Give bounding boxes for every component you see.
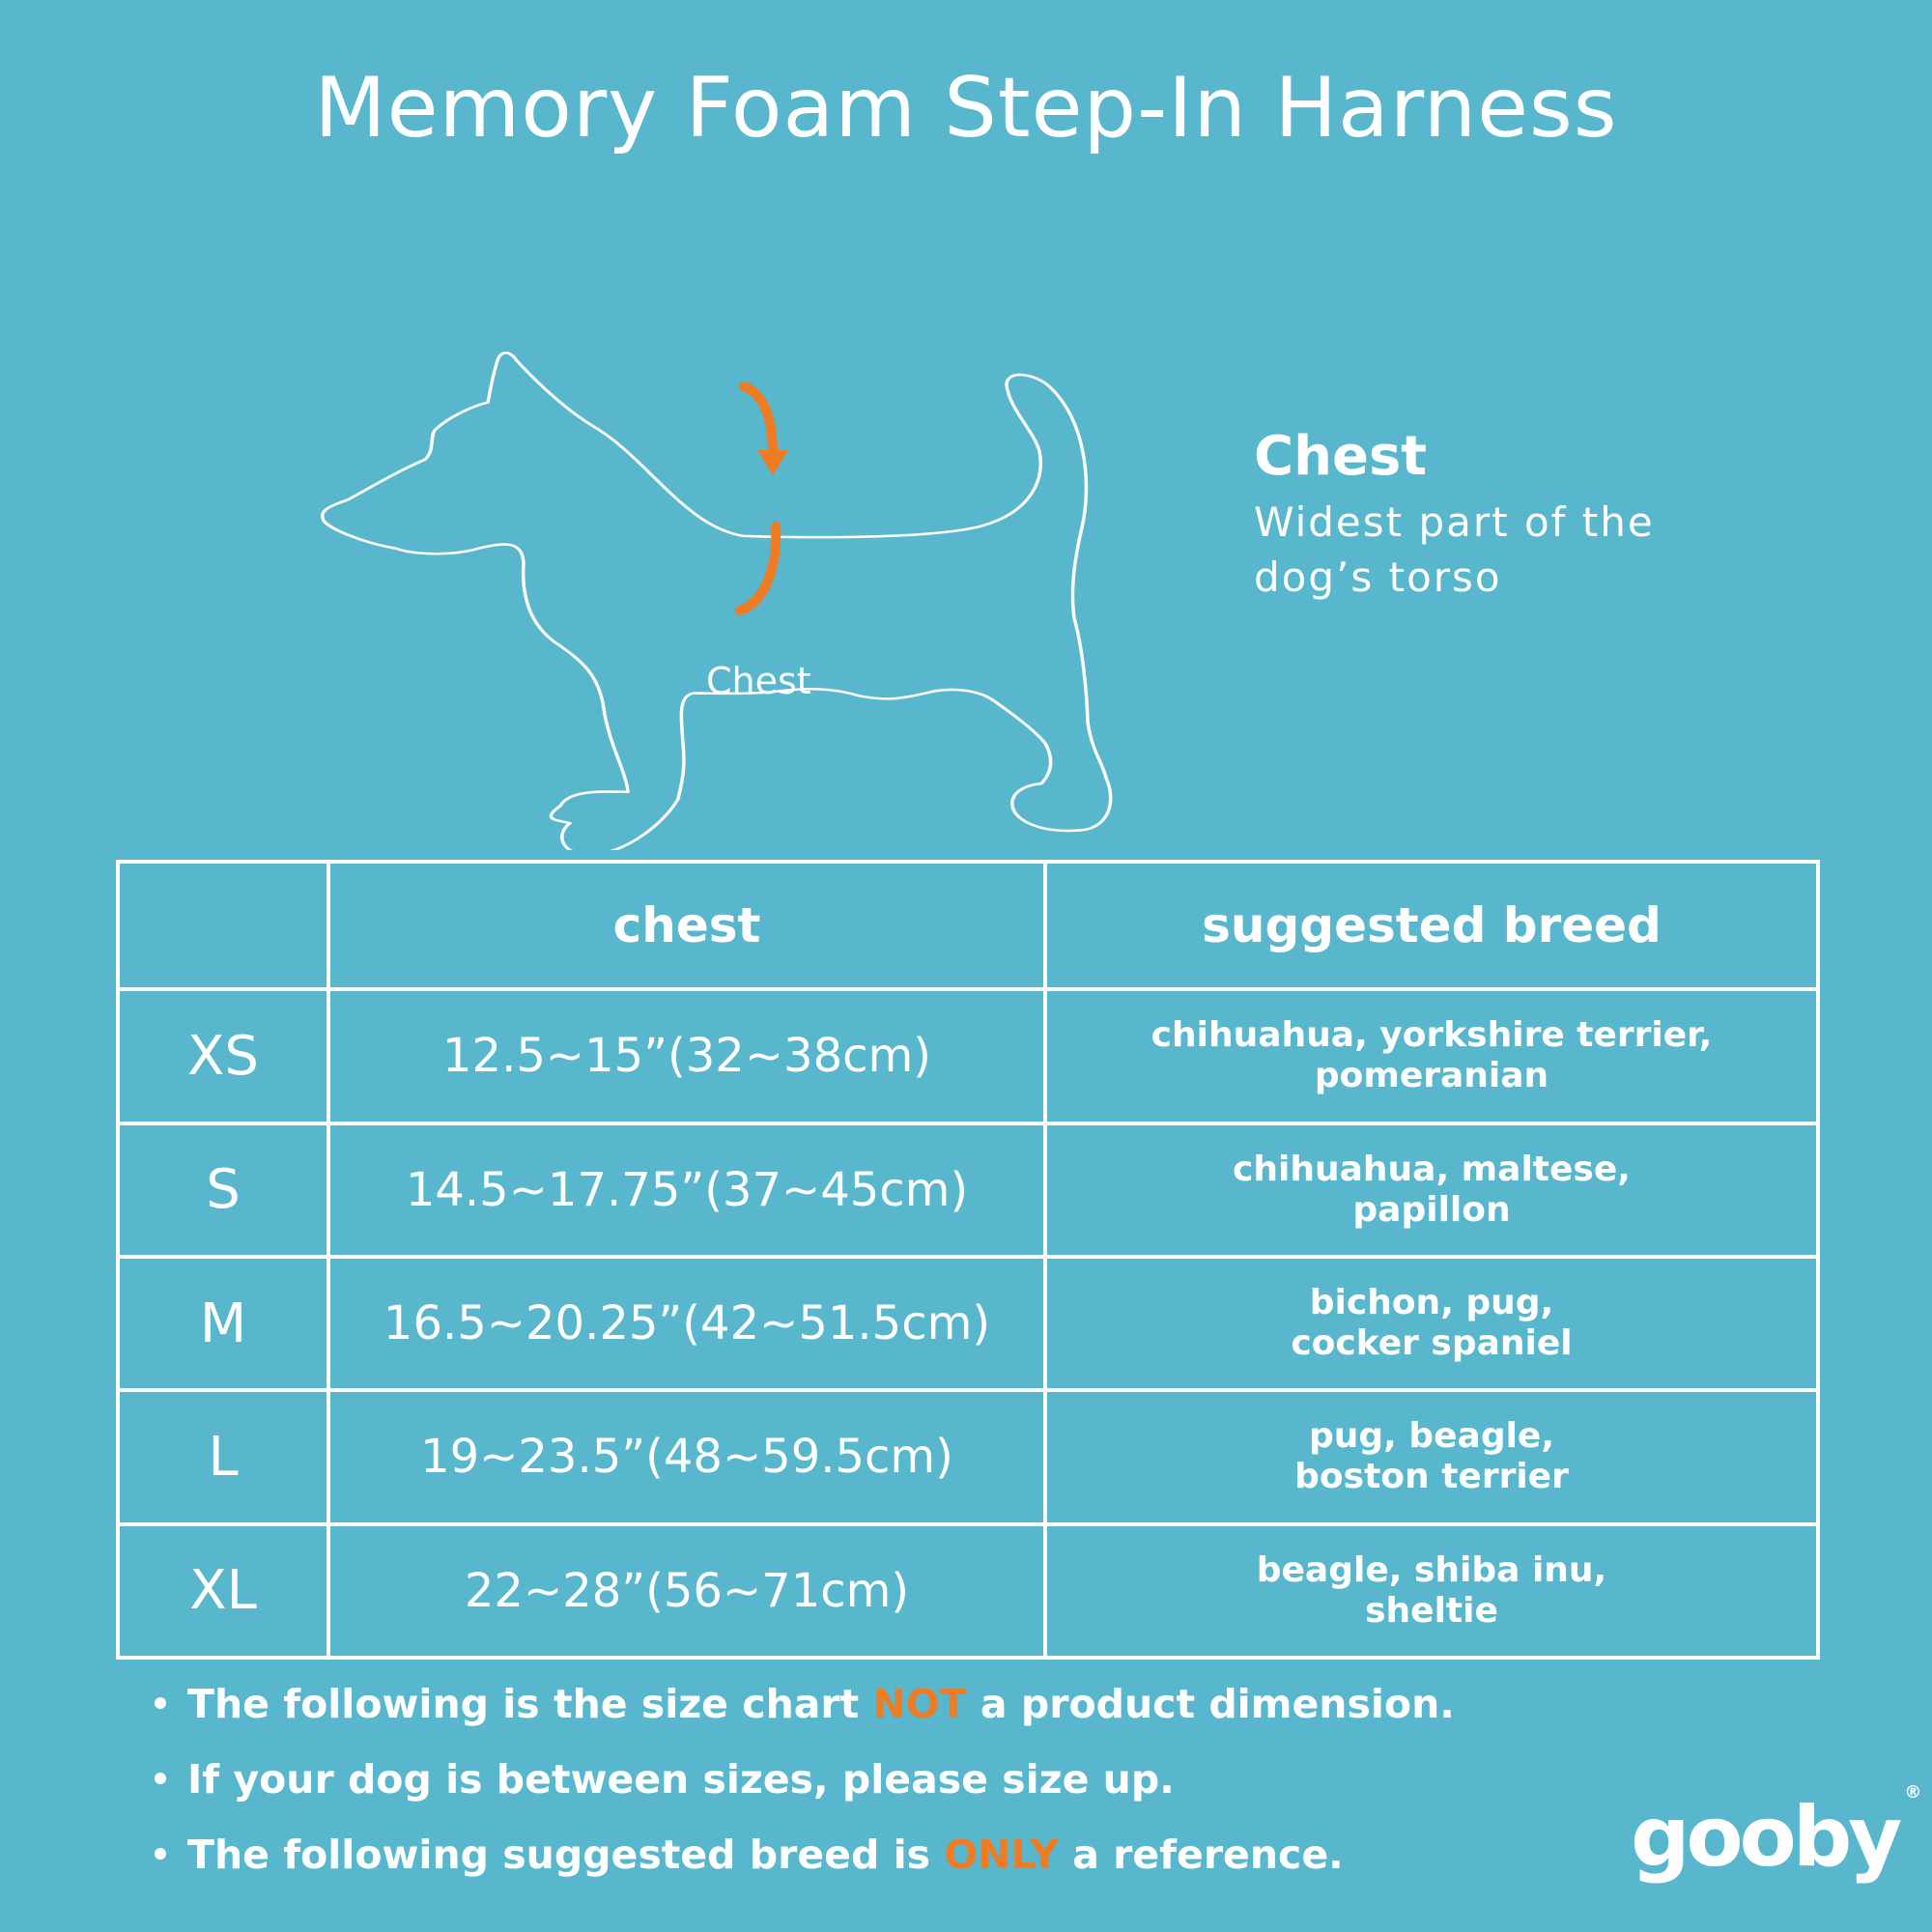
header-size: [118, 862, 328, 989]
breed-line: boston terrier: [1294, 1457, 1569, 1497]
bullet-icon: [155, 1773, 166, 1784]
breed-line: chihuahua, maltese,: [1233, 1149, 1631, 1189]
gooby-logo: gooby ®: [1631, 1782, 1922, 1886]
breed-cell: [1045, 1524, 1818, 1658]
breed-line: beagle, shiba inu,: [1256, 1549, 1607, 1590]
chest-arrowhead-icon: [757, 450, 788, 475]
registered-mark: ®: [1904, 1782, 1922, 1804]
breed-cell: [1045, 1257, 1818, 1390]
chest-measure-arrow-upper: [744, 386, 773, 454]
size-cell: M: [118, 1257, 328, 1390]
header-chest: chest: [328, 862, 1045, 989]
chest-cell: 14.5~17.75”(37~45cm): [328, 1123, 1045, 1257]
breed-line: bichon, pug,: [1309, 1283, 1554, 1323]
table-row: [118, 1123, 1818, 1257]
chest-cell: 16.5~20.25”(42~51.5cm): [328, 1257, 1045, 1390]
size-cell: XS: [118, 989, 328, 1122]
chest-description: Widest part of the dog’s torso: [1254, 498, 1655, 601]
dog-outline: [323, 353, 1111, 850]
dog-chest-label: Chest: [706, 660, 811, 702]
note-item: The following suggested breed is ONLY a reference.: [155, 1832, 1344, 1878]
bullet-icon: [155, 1697, 166, 1709]
table-row: [118, 1390, 1818, 1523]
breed-cell: [1045, 1123, 1818, 1257]
breed-line: sheltie: [1365, 1590, 1498, 1631]
note-item: The following is the size chart NOT a product dimension.: [155, 1681, 1455, 1727]
note-highlight: NOT: [872, 1681, 967, 1727]
breed-line: pug, beagle,: [1308, 1416, 1555, 1457]
dog-outline-illustration: [290, 174, 1159, 850]
chest-cell: 22~28”(56~71cm): [328, 1524, 1045, 1658]
table-row: [118, 989, 1818, 1122]
chest-heading: Chest: [1254, 425, 1428, 488]
breed-cell: [1045, 1390, 1818, 1523]
bullet-icon: [155, 1848, 166, 1860]
note-highlight: ONLY: [944, 1832, 1059, 1878]
breed-cell: [1045, 989, 1818, 1122]
breed-line: papillon: [1352, 1189, 1511, 1230]
size-cell: XL: [118, 1524, 328, 1658]
table-row: [118, 1257, 1818, 1390]
breed-line: pomeranian: [1314, 1056, 1549, 1096]
table-row: [118, 1524, 1818, 1658]
table-header-row: [118, 862, 1818, 989]
chest-measure-arc-lower: [740, 526, 776, 611]
size-cell: S: [118, 1123, 328, 1257]
breed-line: cocker spaniel: [1291, 1323, 1573, 1364]
page-title: Memory Foam Step-In Harness: [314, 60, 1618, 156]
size-cell: L: [118, 1390, 328, 1523]
size-chart-table: [116, 860, 1820, 1660]
breed-line: chihuahua, yorkshire terrier,: [1151, 1015, 1713, 1056]
header-suggested-breed: suggested breed: [1045, 862, 1818, 989]
chest-cell: 19~23.5”(48~59.5cm): [328, 1390, 1045, 1523]
note-item: If your dog is between sizes, please size up.: [155, 1756, 1175, 1803]
chest-cell: 12.5~15”(32~38cm): [328, 989, 1045, 1122]
